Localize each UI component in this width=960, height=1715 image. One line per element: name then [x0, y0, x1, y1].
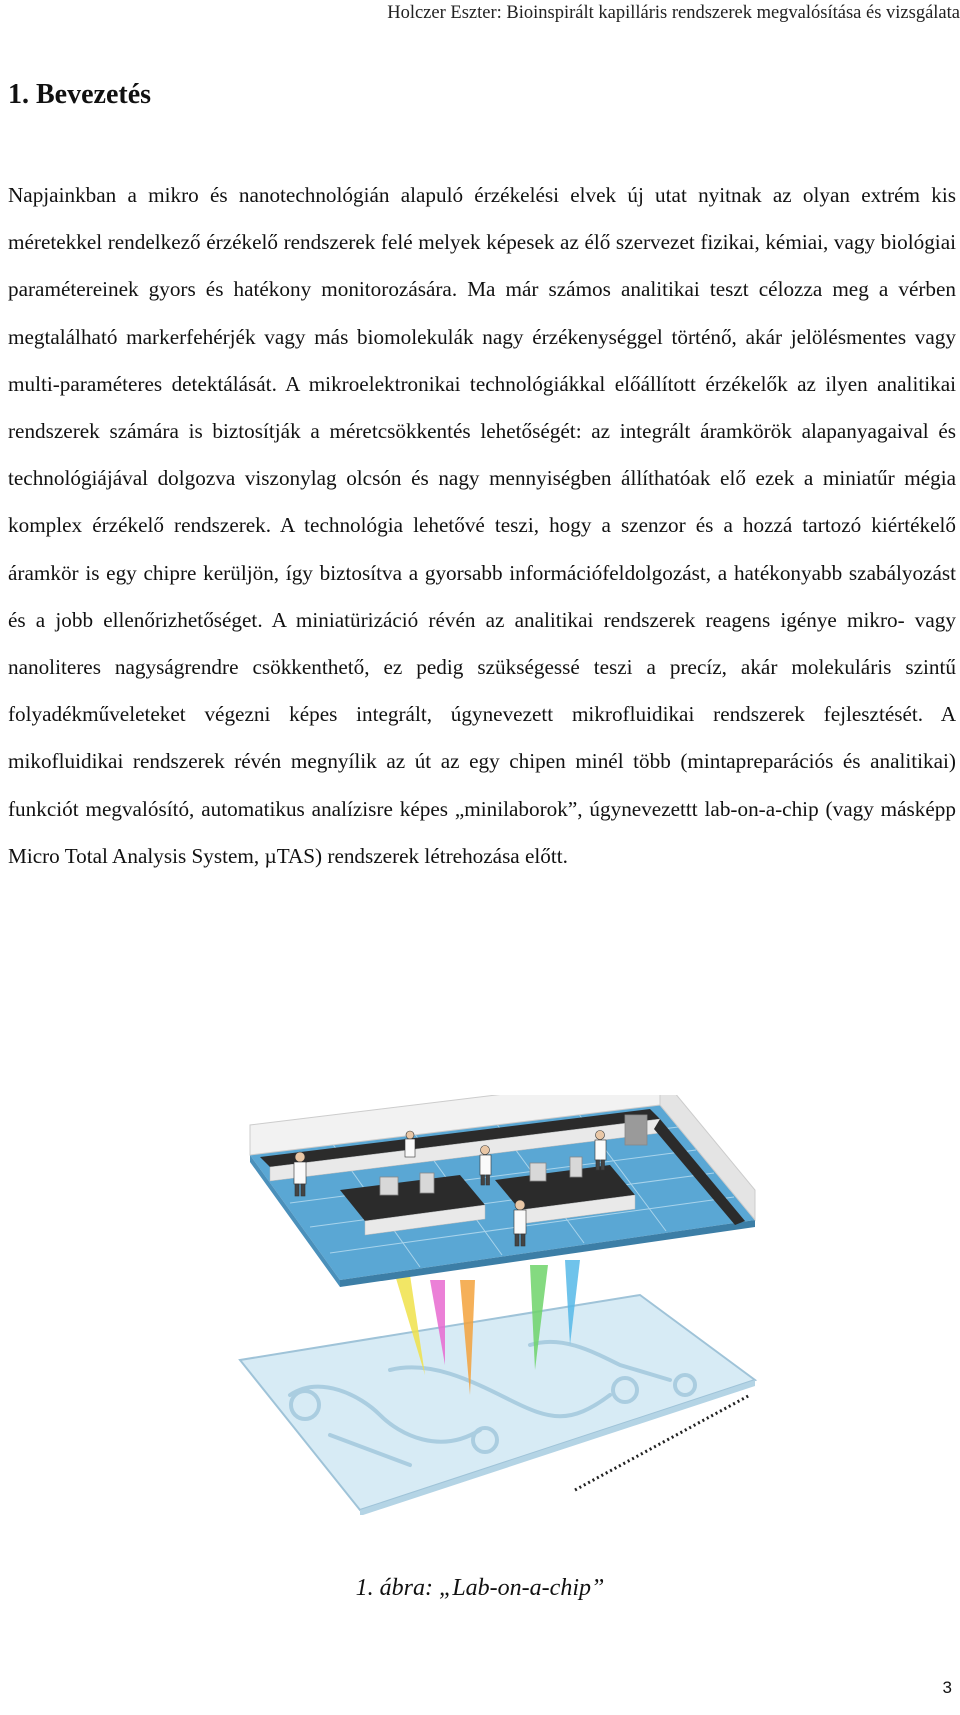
page-number: 3	[942, 1678, 952, 1697]
section-title: 1. Bevezetés	[8, 79, 152, 110]
figure-caption: 1. ábra: „Lab-on-a-chip”	[355, 1575, 605, 1601]
lab-on-a-chip-figure	[230, 1095, 760, 1515]
lab-on-a-chip-illustration	[230, 1095, 760, 1515]
running-header: Holczer Eszter: Bioinspirált kapilláris rendszerek megvalósítása és vizsgálata	[387, 3, 960, 23]
body-paragraph: Napjainkban a mikro és nanotechnológián alapuló érzékelési elvek új utat nyitnak az olyan extrém kis méretekkel rendelkező érzékelő rendszerek felé melyek képesek az élő szervezet fizikai, kémiai, vagy biológiai paramétereinek gyors és hatékony monitorozására. Ma már számos analitikai teszt célozza meg a vérben megtalálható markerfehérjék vagy más biomolekulák nagy érzékenységgel történő, akár jelölésmentes vagy multi-paraméteres detektálását. A mikroelektronikai technológiákkal előállított érzékelők az ilyen analitikai rendszerek számára is biztosítják a méretcsökkentés lehetőségét: az integrált áramkörök alapanyagaival és technológiájával dolgozva viszonylag olcsón és nagy mennyiségben állíthatóak elő ezek a miniatűr mégia komplex érzékelő rendszerek. A technológia lehetővé teszi, hogy a szenzor és a hozzá tartozó kiértékelő áramkör is egy chipre kerüljön, így biztosítva a gyorsabb információfeldolgozást, a hatékonyabb szabályozást és a jobb ellenőrizhetőséget. A miniatürizáció révén az analitikai rendszerek reagens igénye mikro- vagy nanoliteres nagyságrendre csökkenthető, ez pedig szükségessé teszi a precíz, akár molekuláris szintű folyadékműveleteket végezni képes integrált, úgynevezett mikrofluidikai rendszerek fejlesztését. A mikofluidikai rendszerek révén megnyílik az út az egy chipen minél több (mintapreparációs és analitikai) funkciót megvalósító, automatikus analízisre képes „minilaborok”, úgynevezettt lab-on-a-chip (vagy másképp Micro Total Analysis System, µTAS) rendszerek létrehozása előtt.	[8, 183, 956, 868]
